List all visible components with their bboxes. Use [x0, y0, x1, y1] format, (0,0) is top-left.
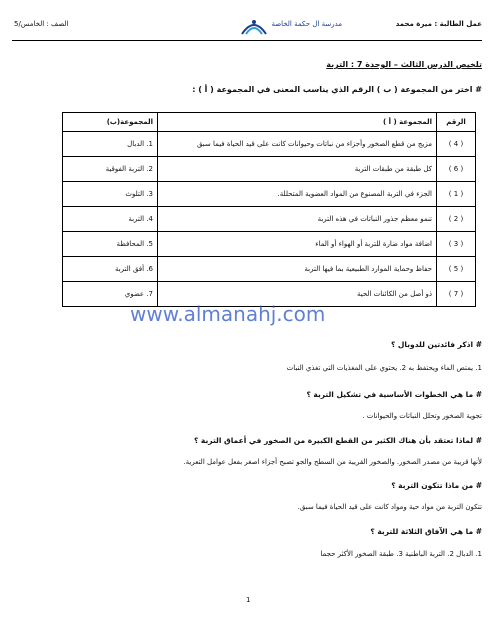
- question-soil-composition: # من ماذا تتكون التربة ؟: [391, 481, 482, 490]
- row-group-b: 5. المحافظة: [63, 232, 158, 257]
- table-row: [63, 157, 476, 182]
- page-header: [0, 14, 494, 40]
- answer-soil-formation: تجوية الصخور وتحلل النباتات والحيوانات .: [362, 412, 482, 420]
- table-row: [63, 182, 476, 207]
- header-num: الرقم: [437, 113, 476, 132]
- page-number: 1: [246, 596, 251, 604]
- header-group-a: المجموعة ( أ ): [158, 113, 437, 132]
- row-num: ( 3 ): [437, 232, 476, 257]
- row-group-b: 6. أفق التربة: [63, 257, 158, 282]
- row-group-b: 1. الدبال: [63, 132, 158, 157]
- matching-table: [62, 112, 476, 307]
- table-row: [63, 232, 476, 257]
- row-group-a: الجزء في التربة المصنوع من المواد العضوية المتحللة.: [158, 182, 437, 207]
- question-soil-formation: # ما هي الخطوات الأساسية في تشكيل التربة ؟: [306, 390, 482, 399]
- header-divider: [12, 40, 482, 41]
- row-group-a: حفاظ وحماية الموارد الطبيعية بما فيها التربة: [158, 257, 437, 282]
- question-soil-horizons: # ما هي الآفاق الثلاثة للتربة ؟: [370, 527, 482, 536]
- question-deep-rocks: # لماذا تعتقد بأن هناك الكثير من القطع الكبيرة من الصخور في أعماق التربة ؟: [193, 436, 482, 445]
- student-name: عمل الطالبة : ميرة محمد: [395, 20, 482, 28]
- matching-question: # اختر من المجموعة ( ب ) الرقم الذي يناسب المعنى في المجموعة ( أ ) :: [192, 85, 482, 94]
- answer-soil-horizons: 1. الدبال 2. التربة الباطنية 3. طبقة الصخور الأكثر حجما: [320, 550, 482, 558]
- answer-soil-composition: تتكون التربة من مواد حية ومواد كانت على قيد الحياة فيما سبق.: [297, 503, 482, 511]
- table-row: [63, 257, 476, 282]
- row-group-b: 7. عضوي: [63, 282, 158, 307]
- table-row: [63, 207, 476, 232]
- table-header-row: [63, 113, 476, 132]
- question-humus-benefits: # اذكر فائدتين للدوبال ؟: [390, 340, 482, 349]
- row-num: ( 6 ): [437, 157, 476, 182]
- row-group-a: كل طبقة من طبقات التربة: [158, 157, 437, 182]
- page-title: تلخيص الدرس الثالث – الوحدة 7 : التربة: [326, 60, 482, 69]
- row-group-a: ذو أصل من الكائنات الحية: [158, 282, 437, 307]
- answer-deep-rocks: لأنها قريبة من مصدر الصخور. والصخور القريبة من السطح والجو تصبح أجزاء اصغر بفعل عوامل التعرية.: [183, 458, 482, 466]
- header-group-b: المجموعة(ب): [63, 113, 158, 132]
- row-num: ( 7 ): [437, 282, 476, 307]
- row-num: ( 5 ): [437, 257, 476, 282]
- answer-humus-benefits: 1. يمتص الماء ويحتفظ به 2. يحتوي على المغذيات التي تغذي النبات: [286, 364, 482, 372]
- school-logo-icon: [236, 14, 272, 38]
- grade-label: الصف : الخامس/5: [14, 20, 69, 28]
- school-name: مدرسة ال حكمة الخاصة: [271, 20, 342, 28]
- watermark-url: www.almanahj.com: [130, 302, 326, 326]
- row-group-a: تنمو معظم جذور النباتات في هذه التربة: [158, 207, 437, 232]
- table-row: [63, 132, 476, 157]
- row-group-a: اضافة مواد ضارة للتربة أو الهواء أو الماء: [158, 232, 437, 257]
- row-num: ( 2 ): [437, 207, 476, 232]
- row-num: ( 4 ): [437, 132, 476, 157]
- row-group-b: 4. التربة: [63, 207, 158, 232]
- row-group-a: مزيج من قطع الصخور وأجزاء من نباتات وحيوانات كانت على قيد الحياة فيما سبق: [158, 132, 437, 157]
- row-group-b: 2. التربة الفوقية: [63, 157, 158, 182]
- row-num: ( 1 ): [437, 182, 476, 207]
- row-group-b: 3. التلوث: [63, 182, 158, 207]
